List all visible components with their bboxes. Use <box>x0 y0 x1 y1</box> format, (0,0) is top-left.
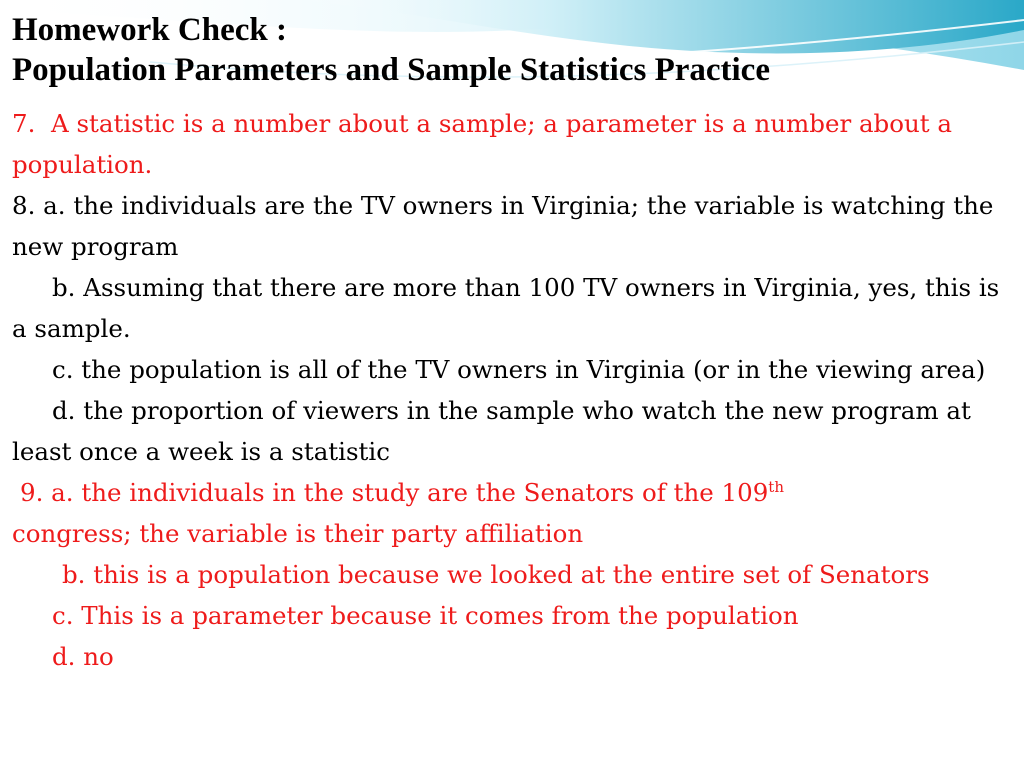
item-8d <box>12 390 1014 472</box>
item-8c <box>12 349 1014 390</box>
item-9d-text: d. no <box>52 642 114 671</box>
item-8d-text: d. the proportion of viewers in the sample who watch the new program at least once a week is a statistic <box>12 396 971 466</box>
item-7 <box>12 103 1014 185</box>
item-9b-text: b. this is a population because we looked at the entire set of Senators <box>62 560 930 589</box>
item-9a-text: 9. a. the individuals in the study are the Senators of the 109 <box>20 478 769 507</box>
item-8c-text: c. the population is all of the TV owners in Virginia (or in the viewing area) <box>52 355 986 384</box>
item-8a: 8. a. the individuals are the TV owners in Virginia; the variable is watching the new program <box>12 191 994 261</box>
title-line-1: Homework Check : <box>12 12 287 48</box>
item-9c-text: c. This is a parameter because it comes from the population <box>52 601 799 630</box>
item-7-number: 7. <box>12 109 36 138</box>
item-9d <box>12 636 1014 677</box>
item-9c <box>12 595 1014 636</box>
slide-title <box>12 10 1016 90</box>
item-7-text: A statistic is a number about a sample; a parameter is a number about a population. <box>12 109 953 179</box>
item-9a <box>12 472 1014 554</box>
item-9b <box>12 554 1014 595</box>
item-9a-superscript: th <box>768 478 784 496</box>
slide-body <box>12 103 1014 677</box>
item-8b <box>12 267 1014 349</box>
title-line-2: Population Parameters and Sample Statistics Practice <box>12 52 770 88</box>
item-9a-continuation: congress; the variable is their party affiliation <box>12 519 584 548</box>
item-8b-text: b. Assuming that there are more than 100 TV owners in Virginia, yes, this is a sample. <box>12 273 1000 343</box>
